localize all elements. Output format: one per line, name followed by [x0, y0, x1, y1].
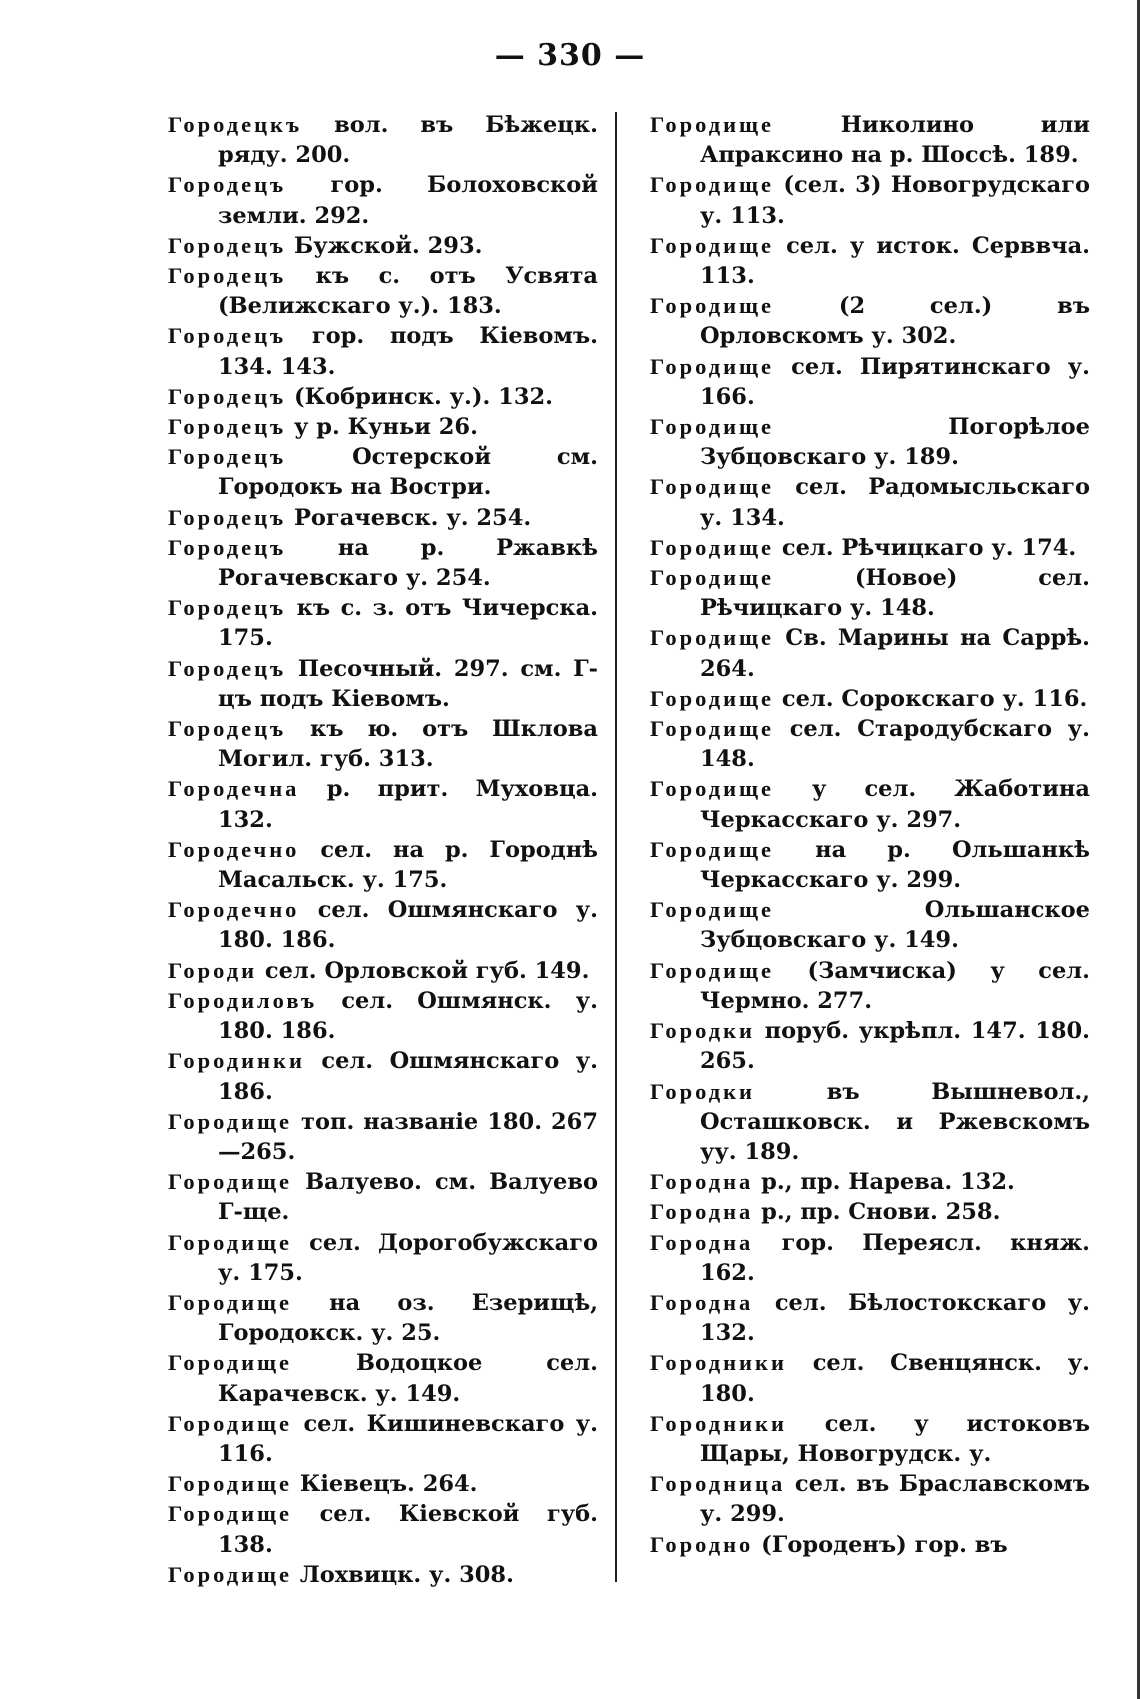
entry-text: р., пр. Нарева. 132.: [753, 1169, 1015, 1196]
entry-text: Погорѣлое Зубцовскаго у. 189.: [700, 414, 1090, 471]
index-entry: [168, 986, 598, 1046]
index-entry: [168, 1288, 598, 1348]
entry-headword: Городище: [650, 565, 775, 591]
entry-text: сел. Бѣлостокскаго у. 132.: [700, 1289, 1090, 1347]
entry-headword: Городечно: [168, 897, 300, 923]
entry-text: Бужской. 293.: [286, 232, 483, 259]
index-entry: [168, 442, 598, 502]
entry-text: Лохвицк. у. 308.: [292, 1561, 514, 1588]
entry-text: Водоцкое сел. Карачевск. у. 149.: [218, 1350, 598, 1407]
index-entry: [168, 956, 598, 986]
entry-headword: Городище: [650, 112, 775, 137]
entry-headword: Городище: [168, 1108, 293, 1134]
entry-text: Кіевецъ. 264.: [292, 1471, 478, 1498]
entry-headword: Городечна: [168, 776, 300, 802]
entry-text: поруб. укрѣпл. 147. 180. 265.: [700, 1018, 1090, 1075]
entry-text: сел. Свенцянск. у. 180.: [700, 1350, 1090, 1407]
index-entry: [168, 774, 598, 834]
entry-text: къ ю. отъ Шклова Могил. губ. 313.: [218, 716, 598, 773]
entry-headword: Городна: [650, 1199, 754, 1225]
page-number: — 330 —: [494, 38, 646, 73]
entry-text: сел. Сорокскаго у. 116.: [774, 685, 1088, 712]
index-entry: [650, 412, 1090, 472]
column-divider: [615, 112, 617, 1582]
index-entry: [650, 774, 1090, 834]
entry-headword: Городки: [650, 1018, 756, 1044]
index-entry: [650, 956, 1090, 1016]
entry-headword: Городники: [650, 1410, 787, 1436]
index-entry: [168, 1167, 598, 1227]
index-entry: [650, 1469, 1090, 1529]
entry-headword: Городецъ: [168, 263, 287, 289]
entry-headword: Городецъ: [168, 534, 287, 560]
entry-headword: Городки: [650, 1078, 756, 1104]
index-entry: [168, 1046, 598, 1106]
entry-text: (2 сел.) въ Орловскомъ у. 302.: [700, 293, 1090, 350]
entry-headword: Городище: [168, 1410, 293, 1436]
entry-text: (Новое) сел. Рѣчицкаго у. 148.: [700, 565, 1090, 622]
entry-headword: Городечно: [168, 836, 300, 862]
entry-text: сел. Ошмянскаго у. 180. 186.: [218, 897, 598, 954]
index-entry: [650, 1016, 1090, 1076]
entry-text: сел. Ошмянскаго у. 186.: [218, 1048, 598, 1105]
entry-text: у сел. Жаботина Черкасскаго у. 297.: [700, 776, 1090, 833]
index-entry: [168, 231, 598, 261]
entry-text: сел. въ Браславскомъ у. 299.: [700, 1471, 1090, 1528]
index-entry: [168, 714, 598, 774]
index-entry: [168, 533, 598, 593]
index-entry: [650, 1348, 1090, 1408]
entry-headword: Городники: [650, 1350, 787, 1376]
index-entry: [650, 110, 1090, 170]
entry-headword: Городиловъ: [168, 987, 318, 1013]
entry-text: сел. Орловской губ. 149.: [257, 957, 590, 984]
index-entry: [650, 1409, 1090, 1469]
index-entry: [168, 835, 598, 895]
index-entry: [650, 1228, 1090, 1288]
entry-text: сел. на р. Городнѣ Масальск. у. 175.: [218, 836, 598, 894]
entry-headword: Городище: [650, 414, 775, 440]
entry-text: въ Вышневол., Осташковск. и Ржевскомъ уу. 189.: [700, 1078, 1090, 1165]
entry-headword: Городи: [168, 957, 258, 983]
entry-text: Остерской см. Городокъ на Востри.: [218, 444, 598, 501]
index-entry: [168, 1499, 598, 1559]
entry-headword: Городище: [650, 293, 775, 319]
index-entry: [168, 1469, 598, 1499]
entry-text: на оз. Езерищѣ, Городокск. у. 25.: [218, 1289, 598, 1347]
index-entry: [168, 1348, 598, 1408]
entry-text: топ. названіе 180. 267—265.: [218, 1108, 598, 1165]
index-entry: [168, 503, 598, 533]
entry-headword: Городна: [650, 1229, 754, 1255]
entry-headword: Городище: [650, 836, 775, 862]
entry-text: сел. Пирятинскаго у. 166.: [700, 353, 1090, 410]
entry-headword: Городище: [650, 172, 775, 198]
entry-text: къ с. отъ Усвята (Велижскаго у.). 183.: [218, 263, 598, 320]
entry-headword: Городецъ: [168, 172, 287, 198]
index-entry: [650, 472, 1090, 532]
entry-text: Рогачевск. у. 254.: [286, 504, 532, 531]
entry-headword: Городище: [650, 957, 775, 983]
right-column: [650, 110, 1090, 1560]
entry-text: вол. въ Бѣжецк. ряду. 200.: [218, 112, 598, 169]
entry-text: сел. у исток. Серввча. 113.: [700, 232, 1090, 290]
entry-headword: Городна: [650, 1289, 754, 1315]
entry-headword: Городецкъ: [168, 112, 303, 137]
entry-headword: Городинки: [168, 1048, 305, 1074]
entry-headword: Городище: [650, 897, 775, 923]
entry-text: сел. Радомысльскаго у. 134.: [700, 474, 1090, 531]
entry-text: сел. Ошмянск. у. 180. 186.: [218, 987, 598, 1045]
entry-headword: Городецъ: [168, 595, 287, 621]
entry-headword: Городница: [650, 1471, 786, 1497]
entry-headword: Городецъ: [168, 655, 287, 681]
entry-headword: Городище: [650, 232, 775, 258]
entry-headword: Городище: [168, 1350, 293, 1376]
entry-text: гор. Болоховской земли. 292.: [218, 172, 598, 229]
index-entry: [650, 1167, 1090, 1197]
entry-text: сел. Рѣчицкаго у. 174.: [774, 534, 1077, 561]
entry-headword: Городище: [650, 716, 775, 742]
entry-headword: Городище: [168, 1289, 293, 1315]
entry-text: р. прит. Муховца. 132.: [218, 776, 598, 833]
index-entry: [650, 231, 1090, 291]
entry-headword: Городецъ: [168, 716, 287, 742]
index-entry: [650, 563, 1090, 623]
entry-headword: Городище: [168, 1471, 293, 1497]
entry-text: (сел. 3) Новогрудскаго у. 113.: [700, 172, 1090, 229]
entry-text: сел. у истоковъ Щары, Новогрудск. у.: [700, 1410, 1090, 1467]
entry-headword: Городище: [650, 625, 775, 651]
entry-headword: Городище: [168, 1501, 293, 1527]
entry-text: Николино или Апраксино на р. Шоссѣ. 189.: [700, 112, 1090, 169]
index-entry: [168, 382, 598, 412]
index-entry: [650, 684, 1090, 714]
entry-headword: Городище: [168, 1561, 293, 1587]
left-column: [168, 110, 598, 1590]
entry-headword: Городище: [650, 474, 775, 500]
entry-text: р., пр. Снови. 258.: [753, 1199, 1001, 1226]
entry-text: гор. Переясл. княж. 162.: [700, 1229, 1090, 1286]
index-entry: [168, 593, 598, 653]
index-entry: [168, 895, 598, 955]
entry-text: на р. Ржавкѣ Рогачевскаго у. 254.: [218, 534, 598, 592]
entry-headword: Городно: [650, 1531, 754, 1557]
entry-headword: Городище: [650, 685, 775, 711]
entry-headword: Городецъ: [168, 383, 287, 409]
index-entry: [650, 1077, 1090, 1168]
entry-headword: Городище: [168, 1229, 293, 1255]
index-entry: [168, 321, 598, 381]
entry-headword: Городна: [650, 1169, 754, 1195]
entry-text: сел. Стародубскаго у. 148.: [700, 716, 1090, 773]
index-entry: [168, 1107, 598, 1167]
index-entry: [650, 533, 1090, 563]
index-entry: [168, 170, 598, 230]
entry-text: сел. Кишиневскаго у. 116.: [218, 1410, 598, 1467]
index-entry: [650, 895, 1090, 955]
entry-headword: Городище: [168, 1169, 293, 1195]
index-entry: [650, 291, 1090, 351]
entry-text: (Замчиска) у сел. Чермно. 277.: [700, 957, 1090, 1014]
index-entry: [650, 1288, 1090, 1348]
index-entry: [168, 110, 598, 170]
index-entry: [168, 1228, 598, 1288]
entry-text: Ольшанское Зубцовскаго у. 149.: [700, 897, 1090, 954]
entry-text: къ с. з. отъ Чичерска. 175.: [218, 595, 598, 652]
index-entry: [650, 170, 1090, 230]
index-entry: [168, 654, 598, 714]
entry-text: Св. Марины на Саррѣ. 264.: [700, 625, 1090, 682]
index-entry: [650, 714, 1090, 774]
index-entry: [650, 1197, 1090, 1227]
index-entry: [168, 412, 598, 442]
index-entry: [650, 835, 1090, 895]
entry-text: у р. Куньи 26.: [286, 414, 478, 441]
entry-headword: Городецъ: [168, 323, 287, 349]
entry-headword: Городище: [650, 353, 775, 379]
entry-text: Валуево. см. Валуево Г-ще.: [218, 1169, 598, 1226]
entry-headword: Городецъ: [168, 444, 287, 470]
index-entry: [168, 1409, 598, 1469]
entry-text: Песочный. 297. см. Г-цъ подъ Кіевомъ.: [218, 655, 598, 712]
entry-text: гор. подъ Кіевомъ. 134. 143.: [218, 323, 598, 380]
entry-headword: Городище: [650, 534, 775, 560]
entry-headword: Городецъ: [168, 232, 287, 258]
entry-text: сел. Кіевской губ. 138.: [218, 1501, 598, 1558]
index-entry: [168, 1560, 598, 1590]
index-entry: [650, 352, 1090, 412]
index-entry: [168, 261, 598, 321]
index-entry: [650, 1530, 1090, 1560]
index-entry: [650, 623, 1090, 683]
entry-text: на р. Ольшанкѣ Черкасскаго у. 299.: [700, 836, 1090, 894]
entry-headword: Городецъ: [168, 414, 287, 440]
entry-headword: Городецъ: [168, 504, 287, 530]
entry-text: (Городенъ) гор. въ: [753, 1531, 1008, 1558]
entry-text: сел. Дорогобужскаго у. 175.: [218, 1229, 598, 1286]
entry-text: (Кобринск. у.). 132.: [286, 383, 553, 410]
entry-headword: Городище: [650, 776, 775, 802]
